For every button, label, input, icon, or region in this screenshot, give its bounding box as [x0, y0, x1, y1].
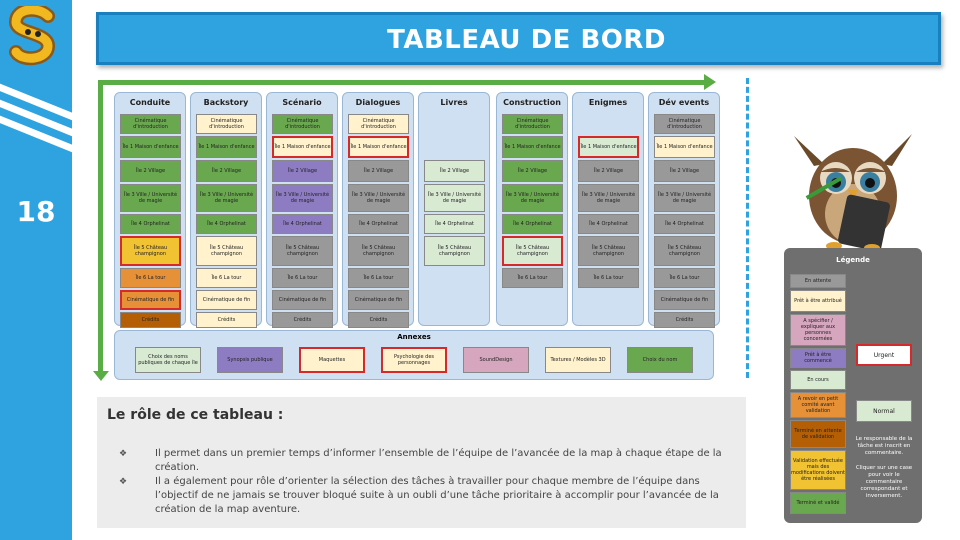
task-card[interactable]: Île 6 La tour: [502, 268, 563, 288]
legend-note: Cliquer sur une case pour voir le commentaire correspondant et inversement.: [855, 464, 913, 499]
role-title: Le rôle de ce tableau :: [107, 407, 284, 423]
task-card[interactable]: Crédits: [272, 312, 333, 328]
task-card[interactable]: Île 4 Orphelinat: [196, 214, 257, 234]
legend-item: Prêt à être attribué: [790, 290, 846, 312]
column-title: Scénario: [282, 98, 322, 107]
task-card[interactable]: Île 2 Village: [654, 160, 715, 182]
annex-card[interactable]: Maquettes: [299, 347, 365, 373]
sidebar: [0, 0, 72, 540]
logo-icon: [8, 6, 62, 68]
task-card[interactable]: Île 1 Maison d'enfance: [120, 136, 181, 158]
task-card[interactable]: Île 3 Ville / Université de magie: [424, 184, 485, 212]
task-card[interactable]: Crédits: [654, 312, 715, 328]
task-card[interactable]: Île 3 Ville / Université de magie: [348, 184, 409, 212]
role-section: [97, 397, 746, 528]
task-card[interactable]: Île 1 Maison d'enfance: [196, 136, 257, 158]
task-card[interactable]: Cinématique d'introduction: [502, 114, 563, 134]
annex-card[interactable]: Textures / Modèles 3D: [545, 347, 611, 373]
task-card[interactable]: Île 2 Village: [424, 160, 485, 182]
slide-number: 18: [16, 195, 56, 228]
task-card[interactable]: Île 6 La tour: [120, 268, 181, 288]
board-column: [648, 92, 720, 326]
legend-item: En attente: [790, 274, 846, 288]
column-title: Construction: [503, 98, 561, 107]
annex-card[interactable]: Psychologie des personnages: [381, 347, 447, 373]
task-card[interactable]: Île 6 La tour: [196, 268, 257, 288]
task-card[interactable]: Île 2 Village: [272, 160, 333, 182]
board-column: [190, 92, 262, 326]
arrow-down-icon: [93, 371, 109, 381]
legend-panel: [784, 248, 922, 523]
urgent-label: Urgent: [873, 351, 895, 359]
task-card[interactable]: Crédits: [120, 312, 181, 328]
progress-arrow-vertical: [98, 80, 103, 376]
task-card[interactable]: Île 2 Village: [120, 160, 181, 182]
legend-item: A spécifier / expliquer aux personnes concernées: [790, 314, 846, 346]
task-card[interactable]: Cinématique d'introduction: [120, 114, 181, 134]
role-bullet: [119, 447, 729, 475]
task-card[interactable]: Île 1 Maison d'enfance: [578, 136, 639, 158]
column-title: Enigmes: [588, 98, 628, 107]
bullet-text: Il permet dans un premier temps d’informer l’ensemble de l’équipe de l’avancée de la map à chaque étape de la création.: [155, 448, 722, 473]
task-card[interactable]: Île 3 Ville / Université de magie: [272, 184, 333, 212]
task-card[interactable]: Île 1 Maison d'enfance: [654, 136, 715, 158]
task-card[interactable]: Île 5 Château champignon: [502, 236, 563, 266]
legend-item: Validation effectuée mais des modifications doivent être réalisées: [790, 450, 846, 490]
task-card[interactable]: Île 2 Village: [196, 160, 257, 182]
task-card[interactable]: Île 3 Ville / Université de magie: [578, 184, 639, 212]
task-card[interactable]: Cinématique d'introduction: [654, 114, 715, 134]
column-title: Dév events: [658, 98, 710, 107]
task-card[interactable]: Cinématique de fin: [272, 290, 333, 310]
dashboard-board: [98, 78, 718, 380]
task-card[interactable]: Crédits: [348, 312, 409, 328]
task-card[interactable]: Île 6 La tour: [578, 268, 639, 288]
task-card[interactable]: Île 4 Orphelinat: [272, 214, 333, 234]
legend-normal: [856, 400, 912, 422]
task-card[interactable]: Cinématique d'introduction: [196, 114, 257, 134]
annex-card[interactable]: Choix du nom: [627, 347, 693, 373]
normal-label: Normal: [873, 407, 895, 415]
column-title: Backstory: [203, 98, 249, 107]
legend-item: Terminé et validé: [790, 492, 846, 514]
bullet-text: Il a également pour rôle d’orienter la sélection des tâches à travailler pour chaque membre de l’équipe dans l’objectif de ne jamais se trouver bloqué suite à un oubli d’une tâche prioritaire à accomplir pour l’avancée de la création de la map aventure.: [155, 476, 719, 515]
task-card[interactable]: Crédits: [196, 312, 257, 328]
board-column: [342, 92, 414, 326]
task-card[interactable]: Île 3 Ville / Université de magie: [120, 184, 181, 212]
progress-arrow: [98, 80, 706, 85]
task-card[interactable]: Île 2 Village: [502, 160, 563, 182]
board-column: [266, 92, 338, 326]
task-card[interactable]: Île 1 Maison d'enfance: [348, 136, 409, 158]
task-card[interactable]: Cinématique de fin: [348, 290, 409, 310]
legend-title: Légende: [836, 256, 870, 264]
task-card[interactable]: Île 4 Orphelinat: [120, 214, 181, 234]
task-card[interactable]: Île 5 Château champignon: [348, 236, 409, 266]
annex-card[interactable]: SoundDesign: [463, 347, 529, 373]
task-card[interactable]: Cinématique d'introduction: [348, 114, 409, 134]
task-card[interactable]: Cinématique de fin: [654, 290, 715, 310]
board-column: [114, 92, 186, 326]
task-card[interactable]: Île 4 Orphelinat: [654, 214, 715, 234]
task-card[interactable]: Île 5 Château champignon: [424, 236, 485, 266]
owl-mascot-icon: [784, 126, 922, 254]
legend-item: Terminé en attente de validation: [790, 420, 846, 448]
page-title: TABLEAU DE BORD: [387, 25, 666, 55]
task-card[interactable]: Île 2 Village: [578, 160, 639, 182]
divider: [746, 78, 749, 378]
task-card[interactable]: Île 5 Château champignon: [196, 236, 257, 266]
task-card[interactable]: Île 6 La tour: [272, 268, 333, 288]
legend-item: A revoir en petit comité avant validation: [790, 392, 846, 418]
board-column: [418, 92, 490, 326]
task-card[interactable]: Île 5 Château champignon: [272, 236, 333, 266]
task-card[interactable]: Île 3 Ville / Université de magie: [654, 184, 715, 212]
task-card[interactable]: Île 1 Maison d'enfance: [272, 136, 333, 158]
title-bar: [96, 12, 941, 65]
task-card[interactable]: Île 3 Ville / Université de magie: [502, 184, 563, 212]
task-card[interactable]: Cinématique de fin: [196, 290, 257, 310]
task-card[interactable]: Île 5 Château champignon: [654, 236, 715, 266]
column-title: Conduite: [129, 98, 171, 107]
annex-card[interactable]: Synopsis publique: [217, 347, 283, 373]
column-title: Dialogues: [355, 98, 401, 107]
arrow-right-icon: [704, 74, 716, 90]
annexes-panel: [114, 330, 714, 380]
annexes-title: Annexes: [397, 333, 431, 341]
task-card[interactable]: Cinématique d'introduction: [272, 114, 333, 134]
task-card[interactable]: Île 4 Orphelinat: [348, 214, 409, 234]
board-column: [496, 92, 568, 326]
legend-urgent: [856, 344, 912, 366]
task-card[interactable]: Île 6 La tour: [654, 268, 715, 288]
task-card[interactable]: Île 2 Village: [348, 160, 409, 182]
task-card[interactable]: Île 4 Orphelinat: [424, 214, 485, 234]
legend-item: En cours: [790, 370, 846, 390]
task-card[interactable]: Île 4 Orphelinat: [578, 214, 639, 234]
task-card[interactable]: Île 1 Maison d'enfance: [502, 136, 563, 158]
task-card[interactable]: Cinématique de fin: [120, 290, 181, 310]
task-card[interactable]: Île 6 La tour: [348, 268, 409, 288]
role-bullet: [119, 475, 729, 517]
legend-item: Prêt à être commencé: [790, 348, 846, 368]
bullet-icon: ❖: [119, 477, 128, 487]
task-card[interactable]: Île 5 Château champignon: [120, 236, 181, 266]
task-card[interactable]: Île 3 Ville / Université de magie: [196, 184, 257, 212]
annex-card[interactable]: Choix des noms publiques de chaque île: [135, 347, 201, 373]
task-card[interactable]: Île 4 Orphelinat: [502, 214, 563, 234]
legend-note: Le responsable de la tâche est inscrit en commentaire.: [855, 435, 913, 456]
column-title: Livres: [440, 98, 468, 107]
task-card[interactable]: Île 5 Château champignon: [578, 236, 639, 266]
board-column: [572, 92, 644, 326]
bullet-icon: ❖: [119, 449, 128, 459]
